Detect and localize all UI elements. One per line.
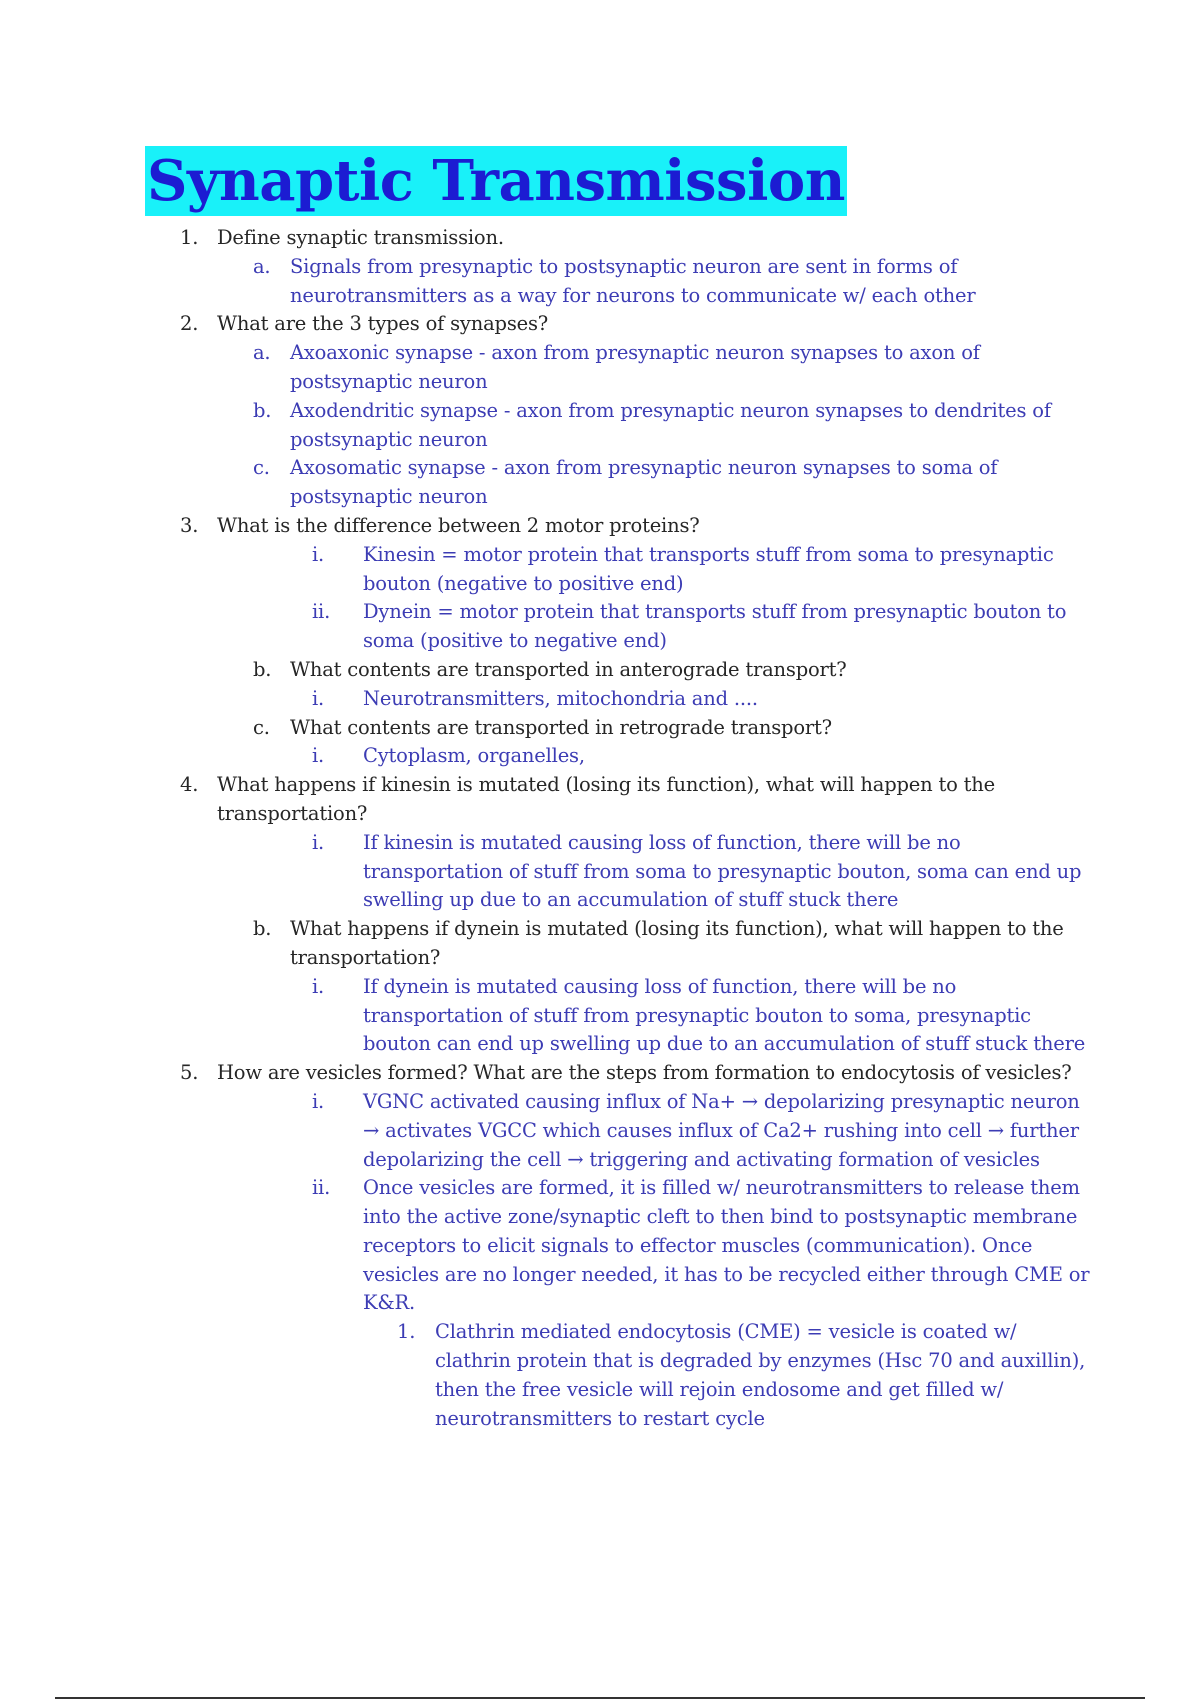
list-marker: b.: [253, 657, 272, 681]
list-marker: i.: [312, 1089, 325, 1113]
answer-line: [0, 1088, 1200, 1117]
answer-line: [0, 1002, 1200, 1031]
list-item-text: If dynein is mutated causing loss of function, there will be no: [363, 974, 957, 998]
list-item-text: depolarizing the cell → triggering and activating formation of vesicles: [363, 1147, 1040, 1171]
list-marker: i.: [312, 744, 325, 768]
list-item-text: Axosomatic synapse - axon from presynaptic neuron synapses to soma of: [290, 456, 998, 480]
answer-line: [0, 858, 1200, 887]
answer-line: [0, 685, 1200, 714]
list-marker: b.: [253, 917, 272, 941]
question-line: [0, 1059, 1200, 1088]
list-item-text: What are the 3 types of synapses?: [217, 312, 549, 336]
list-marker: 1.: [397, 1320, 416, 1344]
list-item-text: Cytoplasm, organelles,: [363, 744, 585, 768]
answer-line: [0, 397, 1200, 426]
answer-line: [0, 1376, 1200, 1405]
list-item-text: Dynein = motor protein that transports stuff from presynaptic bouton to: [363, 600, 1067, 624]
answer-line: [0, 570, 1200, 599]
list-item-text: neurotransmitters to restart cycle: [435, 1406, 765, 1430]
outline-list: [0, 224, 1200, 1433]
list-item-text: into the active zone/synaptic cleft to then bind to postsynaptic membrane: [363, 1205, 1078, 1229]
list-item-text: Axodendritic synapse - axon from presynaptic neuron synapses to dendrites of: [290, 398, 1051, 422]
list-item-text: transportation?: [290, 945, 441, 969]
list-item-text: Clathrin mediated endocytosis (CME) = vesicle is coated w/: [435, 1320, 1017, 1344]
list-item-text: neurotransmitters as a way for neurons to communicate w/ each other: [290, 283, 976, 307]
answer-line: [0, 1174, 1200, 1203]
answer-line: [0, 598, 1200, 627]
answer-line: [0, 886, 1200, 915]
list-marker: i.: [312, 830, 325, 854]
list-marker: c.: [253, 715, 270, 739]
answer-line: [0, 1146, 1200, 1175]
answer-line: [0, 541, 1200, 570]
list-item-text: vesicles are no longer needed, it has to be recycled either through CME or: [363, 1262, 1090, 1286]
list-marker: 2.: [180, 312, 199, 336]
list-item-text: If kinesin is mutated causing loss of function, there will be no: [363, 830, 961, 854]
answer-line: [0, 426, 1200, 455]
list-item-text: Once vesicles are formed, it is filled w/ neurotransmitters to release them: [363, 1176, 1080, 1200]
answer-line: [0, 1405, 1200, 1434]
answer-line: [0, 368, 1200, 397]
list-item-text: What happens if dynein is mutated (losing its function), what will happen to the: [290, 917, 1064, 941]
list-item-text: Neurotransmitters, mitochondria and ....: [363, 686, 758, 710]
list-marker: 4.: [180, 773, 199, 797]
list-item-text: What contents are transported in retrograde transport?: [290, 715, 832, 739]
page-title: Synaptic Transmission: [147, 148, 845, 214]
list-item-text: transportation of stuff from presynaptic bouton to soma, presynaptic: [363, 1003, 1031, 1027]
question-line: [0, 224, 1200, 253]
list-item-text: clathrin protein that is degraded by enzymes (Hsc 70 and auxillin),: [435, 1349, 1086, 1373]
list-item-text: → activates VGCC which causes influx of Ca2+ rushing into cell → further: [363, 1118, 1079, 1142]
list-marker: ii.: [312, 1176, 331, 1200]
question-line: [0, 656, 1200, 685]
list-marker: ii.: [312, 600, 331, 624]
list-marker: b.: [253, 398, 272, 422]
list-item-text: postsynaptic neuron: [290, 485, 488, 509]
question-line: [0, 512, 1200, 541]
list-marker: c.: [253, 456, 270, 480]
list-marker: 1.: [180, 226, 199, 249]
answer-line: [0, 829, 1200, 858]
list-item-text: then the free vesicle will rejoin endosome and get filled w/: [435, 1377, 1004, 1401]
answer-line: [0, 282, 1200, 311]
list-item-text: Kinesin = motor protein that transports stuff from soma to presynaptic: [363, 542, 1054, 566]
list-item-text: receptors to elicit signals to effector muscles (communication). Once: [363, 1233, 1033, 1257]
list-item-text: bouton (negative to positive end): [363, 571, 684, 595]
list-item-text: postsynaptic neuron: [290, 427, 488, 451]
list-item-text: What is the difference between 2 motor proteins?: [217, 513, 700, 537]
answer-line: [0, 253, 1200, 282]
list-marker: i.: [312, 974, 325, 998]
answer-line: [0, 1203, 1200, 1232]
list-item-text: What contents are transported in anterograde transport?: [290, 657, 847, 681]
question-line: [0, 771, 1200, 800]
list-item-text: What happens if kinesin is mutated (losing its function), what will happen to the: [217, 773, 995, 797]
question-line: [0, 915, 1200, 944]
bottom-rule: [55, 1697, 1145, 1699]
question-line: [0, 944, 1200, 973]
list-item-text: soma (positive to negative end): [363, 629, 667, 653]
list-item-text: transportation?: [217, 801, 368, 825]
list-marker: 5.: [180, 1061, 199, 1085]
list-item-text: transportation of stuff from soma to presynaptic bouton, soma can end up: [363, 859, 1082, 883]
answer-line: [0, 339, 1200, 368]
list-item-text: K&R.: [363, 1291, 416, 1315]
answer-line: [0, 483, 1200, 512]
list-item-text: Axoaxonic synapse - axon from presynaptic neuron synapses to axon of: [290, 341, 980, 365]
list-item-text: Define synaptic transmission.: [217, 226, 504, 249]
answer-line: [0, 742, 1200, 771]
answer-line: [0, 1318, 1200, 1347]
list-marker: a.: [253, 341, 271, 365]
answer-line: [0, 454, 1200, 483]
list-marker: a.: [253, 254, 271, 278]
answer-line: [0, 1232, 1200, 1261]
answer-line: [0, 1030, 1200, 1059]
list-item-text: bouton can end up swelling up due to an accumulation of stuff stuck there: [363, 1032, 1086, 1056]
list-marker: i.: [312, 542, 325, 566]
list-marker: i.: [312, 686, 325, 710]
answer-line: [0, 627, 1200, 656]
answer-line: [0, 1117, 1200, 1146]
question-line: [0, 714, 1200, 743]
list-item-text: VGNC activated causing influx of Na+ → depolarizing presynaptic neuron: [363, 1089, 1080, 1113]
list-item-text: swelling up due to an accumulation of stuff stuck there: [363, 888, 899, 912]
list-item-text: Signals from presynaptic to postsynaptic neuron are sent in forms of: [290, 254, 958, 278]
list-item-text: postsynaptic neuron: [290, 369, 488, 393]
answer-line: [0, 1289, 1200, 1318]
question-line: [0, 310, 1200, 339]
question-line: [0, 800, 1200, 829]
list-marker: 3.: [180, 513, 199, 537]
list-item-text: How are vesicles formed? What are the steps from formation to endocytosis of vesicles?: [217, 1061, 1072, 1085]
answer-line: [0, 973, 1200, 1002]
answer-line: [0, 1347, 1200, 1376]
answer-line: [0, 1261, 1200, 1290]
